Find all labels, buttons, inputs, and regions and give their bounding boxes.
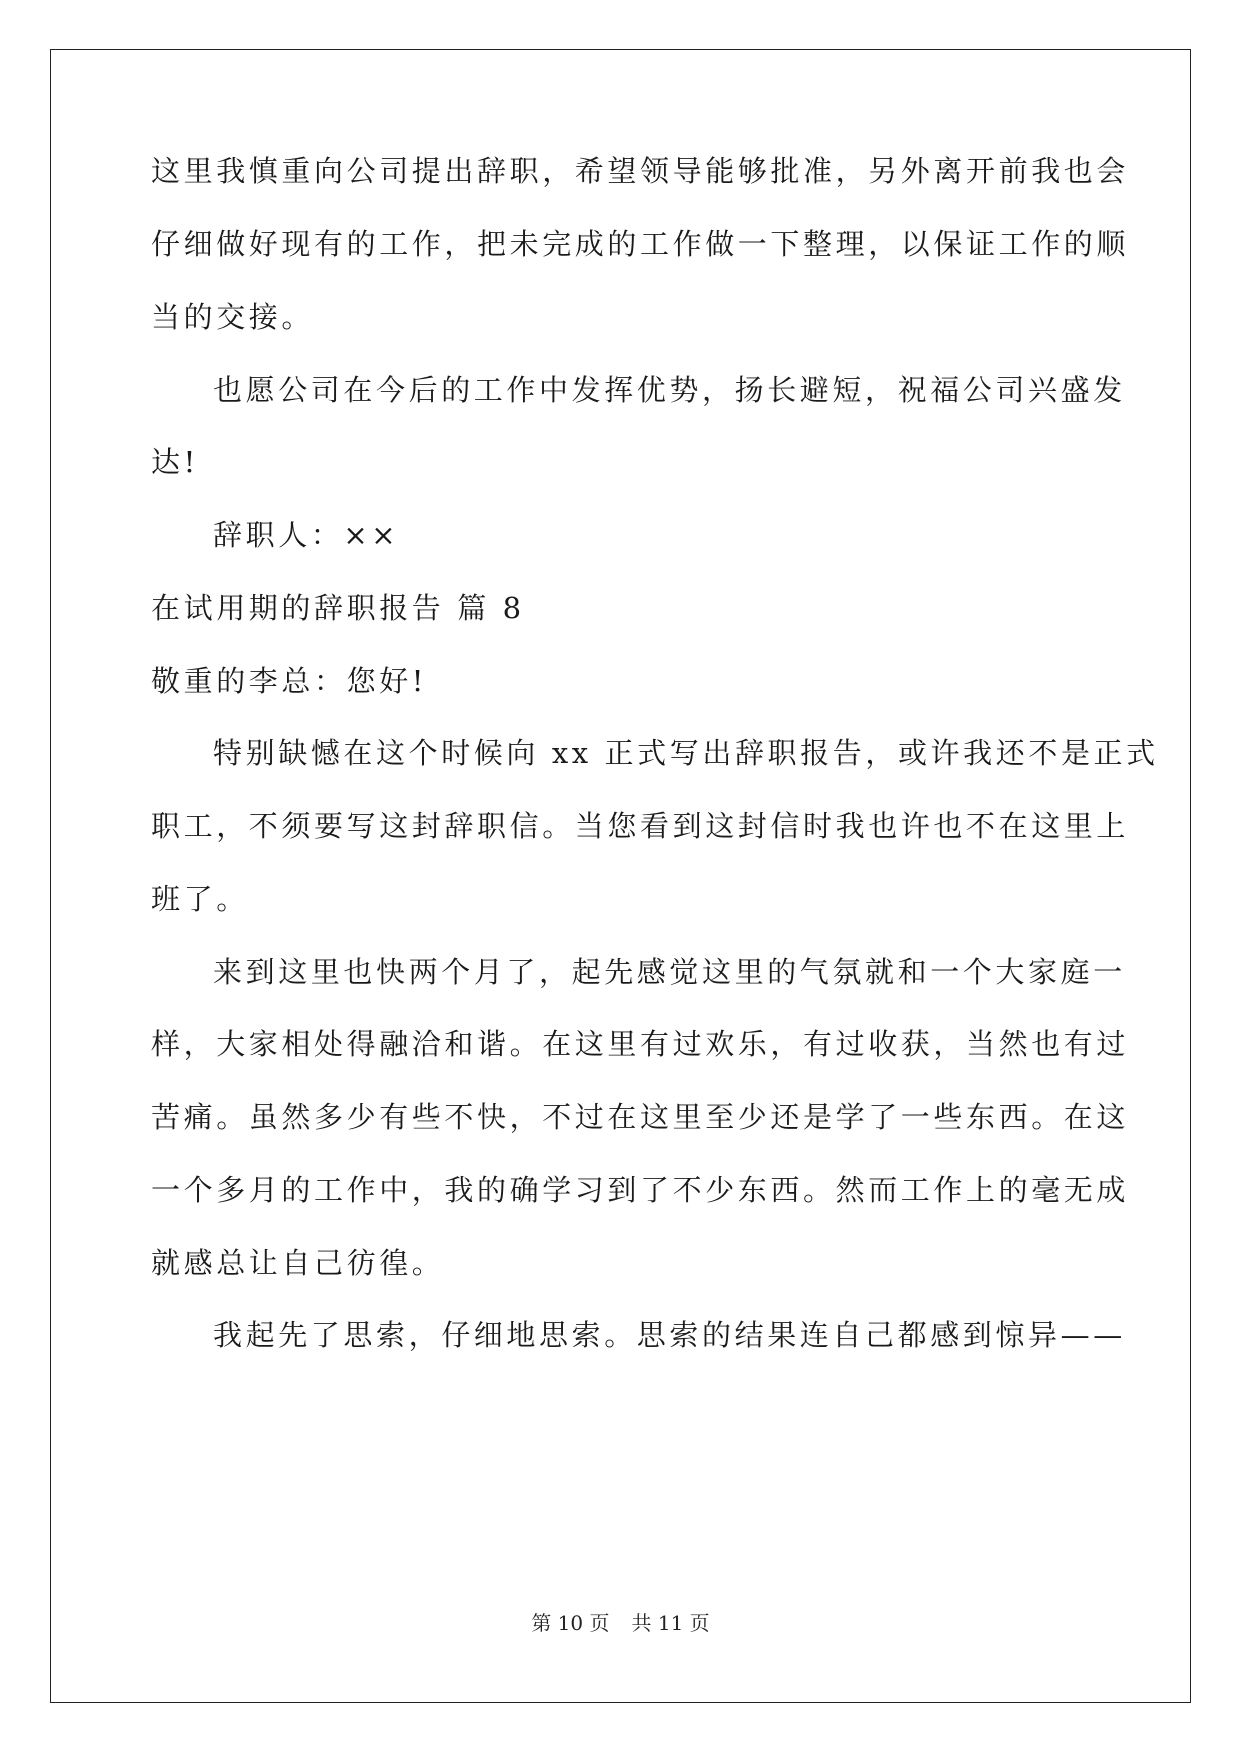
paragraph-line: 特别缺憾在这个时候向 xx 正式写出辞职报告，或许我还不是正式	[213, 736, 1159, 770]
page-footer	[0, 1611, 1241, 1635]
paragraph-line: 也愿公司在今后的工作中发挥优势，扬长避短，祝福公司兴盛发	[213, 373, 1126, 407]
paragraph-line: 样，大家相处得融洽和谐。在这里有过欢乐，有过收获，当然也有过	[151, 1027, 1130, 1061]
paragraph-line: 苦痛。虽然多少有些不快，不过在这里至少还是学了一些东西。在这	[151, 1100, 1130, 1134]
paragraph-line: 职工，不须要写这封辞职信。当您看到这封信时我也许也不在这里上	[151, 809, 1130, 843]
paragraph-line: 我起先了思索，仔细地思索。思索的结果连自己都感到惊异——	[213, 1318, 1126, 1352]
paragraph-line: 班了。	[151, 882, 249, 916]
paragraph-line: 仔细做好现有的工作，把未完成的工作做一下整理，以保证工作的顺	[151, 227, 1130, 261]
paragraph-line: 这里我慎重向公司提出辞职，希望领导能够批准，另外离开前我也会	[151, 154, 1130, 188]
page-number: 第 10 页	[531, 1611, 610, 1635]
section-heading: 在试用期的辞职报告 篇 8	[151, 591, 525, 625]
page-total: 共 11 页	[631, 1611, 710, 1635]
signature-line: 辞职人：××	[213, 518, 400, 552]
salutation: 敬重的李总：您好!	[151, 664, 428, 698]
page-border	[50, 49, 1191, 1703]
paragraph-line: 一个多月的工作中，我的确学习到了不少东西。然而工作上的毫无成	[151, 1173, 1130, 1207]
paragraph-line: 当的交接。	[151, 300, 315, 334]
paragraph-line: 就感总让自己彷徨。	[151, 1246, 445, 1280]
paragraph-line: 来到这里也快两个月了，起先感觉这里的气氛就和一个大家庭一	[213, 955, 1126, 989]
paragraph-line: 达!	[151, 445, 199, 479]
